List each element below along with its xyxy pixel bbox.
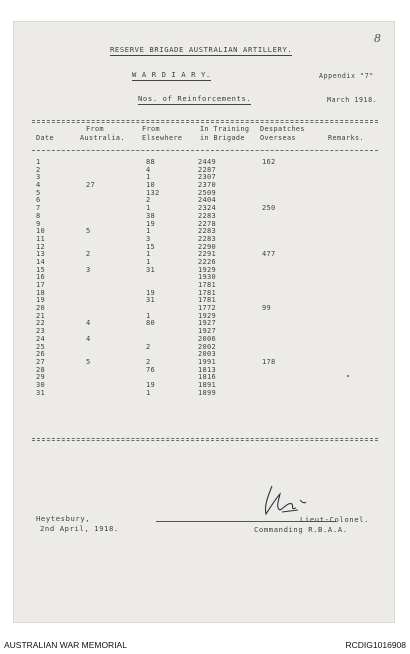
footer-institution: AUSTRALIAN WAR MEMORIAL: [4, 640, 127, 650]
war-diary-page: [14, 22, 394, 622]
in-training-cell: 2370: [198, 181, 217, 190]
date-cell: 12: [36, 242, 46, 251]
in-training-cell: 1781: [198, 288, 217, 297]
date-column: [36, 159, 45, 397]
signoff-date: 2nd April, 1918.: [40, 524, 119, 533]
from-australia-cell: [86, 297, 95, 305]
from-australia-column: [86, 159, 95, 397]
in-training-cell: 2291: [198, 250, 217, 259]
in-training-cell: 2449: [198, 158, 217, 166]
from-elsewhere-cell: 3: [146, 234, 151, 243]
in-training-cell: 2404: [198, 196, 217, 205]
date-cell: 9: [36, 219, 41, 228]
date-cell: 5: [36, 188, 41, 197]
header-from-australia-line1: From: [86, 125, 104, 133]
in-training-cell: 1929: [198, 265, 217, 274]
despatches-cell: [262, 174, 276, 182]
in-training-cell: 2324: [198, 204, 217, 213]
header-from-australia: [80, 125, 125, 143]
in-training-cell: 1991: [198, 357, 217, 366]
despatches-cell: 477: [262, 250, 276, 259]
header-rule-bottom: [32, 150, 378, 151]
in-training-cell: 2290: [198, 242, 217, 251]
date-cell: 23: [36, 327, 46, 336]
despatches-cell: [262, 267, 276, 275]
month-label: March 1918.: [327, 96, 378, 104]
header-despatches: [260, 125, 305, 143]
despatches-cell: [262, 190, 276, 198]
in-training-cell: 1781: [198, 296, 217, 305]
in-training-cell: 1930: [198, 273, 217, 282]
date-cell: 19: [36, 296, 46, 305]
date-cell: 31: [36, 388, 46, 397]
archive-footer: [0, 636, 410, 654]
from-elsewhere-cell: 19: [146, 219, 156, 228]
subtitle: Nos. of Reinforcements.: [138, 94, 252, 103]
despatches-cell: 178: [262, 357, 276, 366]
despatches-cell: [262, 274, 276, 282]
table-rule-bottom-2: [32, 440, 378, 441]
header-from-elsewhere: [142, 125, 182, 143]
despatches-cell: [262, 236, 276, 244]
in-training-cell: 2003: [198, 350, 217, 359]
from-elsewhere-cell: 31: [146, 296, 156, 305]
from-elsewhere-cell: 1: [146, 250, 151, 259]
from-elsewhere-cell: [146, 328, 160, 336]
from-australia-cell: 4: [86, 334, 91, 343]
despatches-cell: [262, 320, 276, 328]
despatches-cell: [262, 290, 276, 298]
date-cell: 1: [36, 158, 41, 166]
from-australia-cell: 27: [86, 181, 96, 190]
date-cell: 30: [36, 380, 46, 389]
despatches-cell: [262, 228, 276, 236]
from-australia-cell: [86, 390, 95, 398]
date-cell: 18: [36, 288, 46, 297]
despatches-cell: [262, 382, 276, 390]
from-australia-cell: [86, 274, 95, 282]
header-in-training-line1: In Training: [200, 125, 250, 133]
signoff-role: Commanding R.B.A.A.: [254, 525, 348, 534]
from-australia-cell: 2: [86, 250, 91, 259]
from-elsewhere-cell: 2: [146, 196, 151, 205]
date-cell: 26: [36, 350, 46, 359]
header-date: Date: [36, 134, 54, 142]
date-cell: 27: [36, 357, 46, 366]
header-in-training-line2: in Brigade: [200, 134, 245, 142]
despatches-cell: 250: [262, 204, 276, 213]
from-australia-cell: 4: [86, 319, 91, 328]
signoff-place: Heytesbury,: [36, 514, 91, 523]
from-elsewhere-cell: 1: [146, 311, 151, 320]
from-elsewhere-column: [146, 159, 160, 397]
date-cell: 7: [36, 204, 41, 213]
in-training-cell: 2002: [198, 342, 217, 351]
from-elsewhere-cell: 132: [146, 188, 160, 197]
in-training-cell: 1929: [198, 311, 217, 320]
despatches-cell: [262, 374, 276, 382]
from-elsewhere-cell: 76: [146, 365, 156, 374]
despatches-cell: 162: [262, 158, 276, 166]
in-training-cell: 1781: [198, 281, 217, 289]
header-rule-top: [32, 120, 378, 121]
despatches-cell: [262, 344, 276, 352]
from-elsewhere-cell: 19: [146, 380, 156, 389]
from-elsewhere-cell: 15: [146, 242, 156, 251]
header-in-training: [200, 125, 249, 143]
despatches-cell: [262, 328, 276, 336]
date-cell: 10: [36, 227, 46, 236]
from-australia-cell: [86, 382, 95, 390]
date-cell: 14: [36, 257, 46, 266]
from-elsewhere-cell: 4: [146, 165, 151, 174]
despatches-cell: [262, 390, 276, 398]
from-australia-cell: [86, 205, 95, 213]
from-elsewhere-cell: 88: [146, 158, 156, 166]
from-australia-cell: [86, 367, 95, 375]
from-australia-cell: 5: [86, 357, 91, 366]
despatches-cell: [262, 313, 276, 321]
from-australia-cell: [86, 190, 95, 198]
despatches-column: [262, 159, 276, 397]
date-cell: 28: [36, 365, 46, 374]
despatches-cell: [262, 221, 276, 229]
from-australia-cell: [86, 213, 95, 221]
header-remarks: Remarks.: [328, 134, 364, 142]
in-training-cell: 1927: [198, 327, 217, 336]
ink-mark: [347, 375, 349, 377]
header-rule-top-2: [32, 122, 378, 123]
date-cell: 24: [36, 334, 46, 343]
in-training-cell: 2509: [198, 188, 217, 197]
date-cell: 17: [36, 281, 46, 289]
in-training-cell: 1927: [198, 319, 217, 328]
date-cell: 8: [36, 211, 41, 220]
date-cell: 22: [36, 319, 46, 328]
in-training-cell: 2283: [198, 234, 217, 243]
date-cell: 21: [36, 311, 46, 320]
from-elsewhere-cell: 10: [146, 181, 156, 190]
date-cell: 4: [36, 181, 41, 190]
from-elsewhere-cell: 1: [146, 257, 151, 266]
date-cell: 13: [36, 250, 46, 259]
header-despatches-line1: Despatches: [260, 125, 305, 133]
in-training-cell: 1891: [198, 380, 217, 389]
despatches-cell: 99: [262, 304, 272, 313]
in-training-cell: 1816: [198, 373, 217, 382]
from-elsewhere-cell: 1: [146, 388, 151, 397]
in-training-cell: 1813: [198, 365, 217, 374]
in-training-cell: 1899: [198, 388, 217, 397]
from-australia-cell: 3: [86, 265, 91, 274]
date-cell: 25: [36, 342, 46, 351]
in-training-cell: 2006: [198, 334, 217, 343]
in-training-cell: 2278: [198, 219, 217, 228]
from-australia-cell: [86, 159, 95, 167]
date-cell: 16: [36, 273, 46, 282]
from-elsewhere-cell: 38: [146, 211, 156, 220]
date-cell: 15: [36, 265, 46, 274]
in-training-cell: 2283: [198, 227, 217, 236]
date-cell: 6: [36, 196, 41, 205]
from-australia-cell: [86, 290, 95, 298]
despatches-cell: [262, 259, 276, 267]
date-cell: 2: [36, 165, 41, 174]
in-training-column: [198, 159, 216, 397]
header-despatches-line2: Overseas: [260, 134, 296, 142]
in-training-cell: 1772: [198, 304, 217, 313]
despatches-cell: [262, 282, 276, 290]
from-elsewhere-cell: 1: [146, 227, 151, 236]
from-elsewhere-cell: 2: [146, 342, 151, 351]
from-australia-cell: [86, 305, 95, 313]
in-training-cell: 2226: [198, 257, 217, 266]
from-elsewhere-cell: 1: [146, 173, 151, 182]
despatches-cell: [262, 367, 276, 375]
from-elsewhere-cell: 80: [146, 319, 156, 328]
header-from-australia-line2: Australia.: [80, 134, 125, 142]
signature-image: [254, 480, 314, 520]
despatches-cell: [262, 336, 276, 344]
in-training-cell: 2283: [198, 211, 217, 220]
header-from-elsewhere-line1: From: [142, 125, 160, 133]
date-cell: 20: [36, 304, 46, 313]
despatches-cell: [262, 182, 276, 190]
from-australia-cell: [86, 374, 95, 382]
from-australia-cell: [86, 236, 95, 244]
from-elsewhere-cell: 1: [146, 204, 151, 213]
from-elsewhere-cell: 31: [146, 265, 156, 274]
from-australia-cell: [86, 197, 95, 205]
diary-title: W A R D I A R Y.: [132, 70, 211, 79]
despatches-cell: [262, 167, 276, 175]
in-training-cell: 2287: [198, 165, 217, 174]
from-elsewhere-cell: [146, 274, 160, 282]
date-cell: 3: [36, 173, 41, 182]
table-rule-bottom: [32, 438, 378, 439]
from-australia-cell: [86, 167, 95, 175]
from-australia-cell: [86, 344, 95, 352]
footer-reference-id: RCDIG1016908: [345, 640, 406, 650]
date-cell: 11: [36, 234, 46, 243]
page-number: 8: [374, 32, 381, 45]
signoff-rank: Lieut-Colonel.: [300, 515, 369, 524]
from-australia-cell: [86, 282, 95, 290]
header-from-elsewhere-line2: Elsewhere: [142, 134, 183, 142]
in-training-cell: 2307: [198, 173, 217, 182]
unit-heading: RESERVE BRIGADE AUSTRALIAN ARTILLERY.: [110, 45, 293, 54]
despatches-cell: [262, 213, 276, 221]
appendix-label: Appendix "7": [319, 72, 374, 80]
date-cell: 29: [36, 373, 46, 382]
from-elsewhere-cell: 2: [146, 357, 151, 366]
from-australia-cell: 5: [86, 227, 91, 236]
from-elsewhere-cell: 19: [146, 288, 156, 297]
